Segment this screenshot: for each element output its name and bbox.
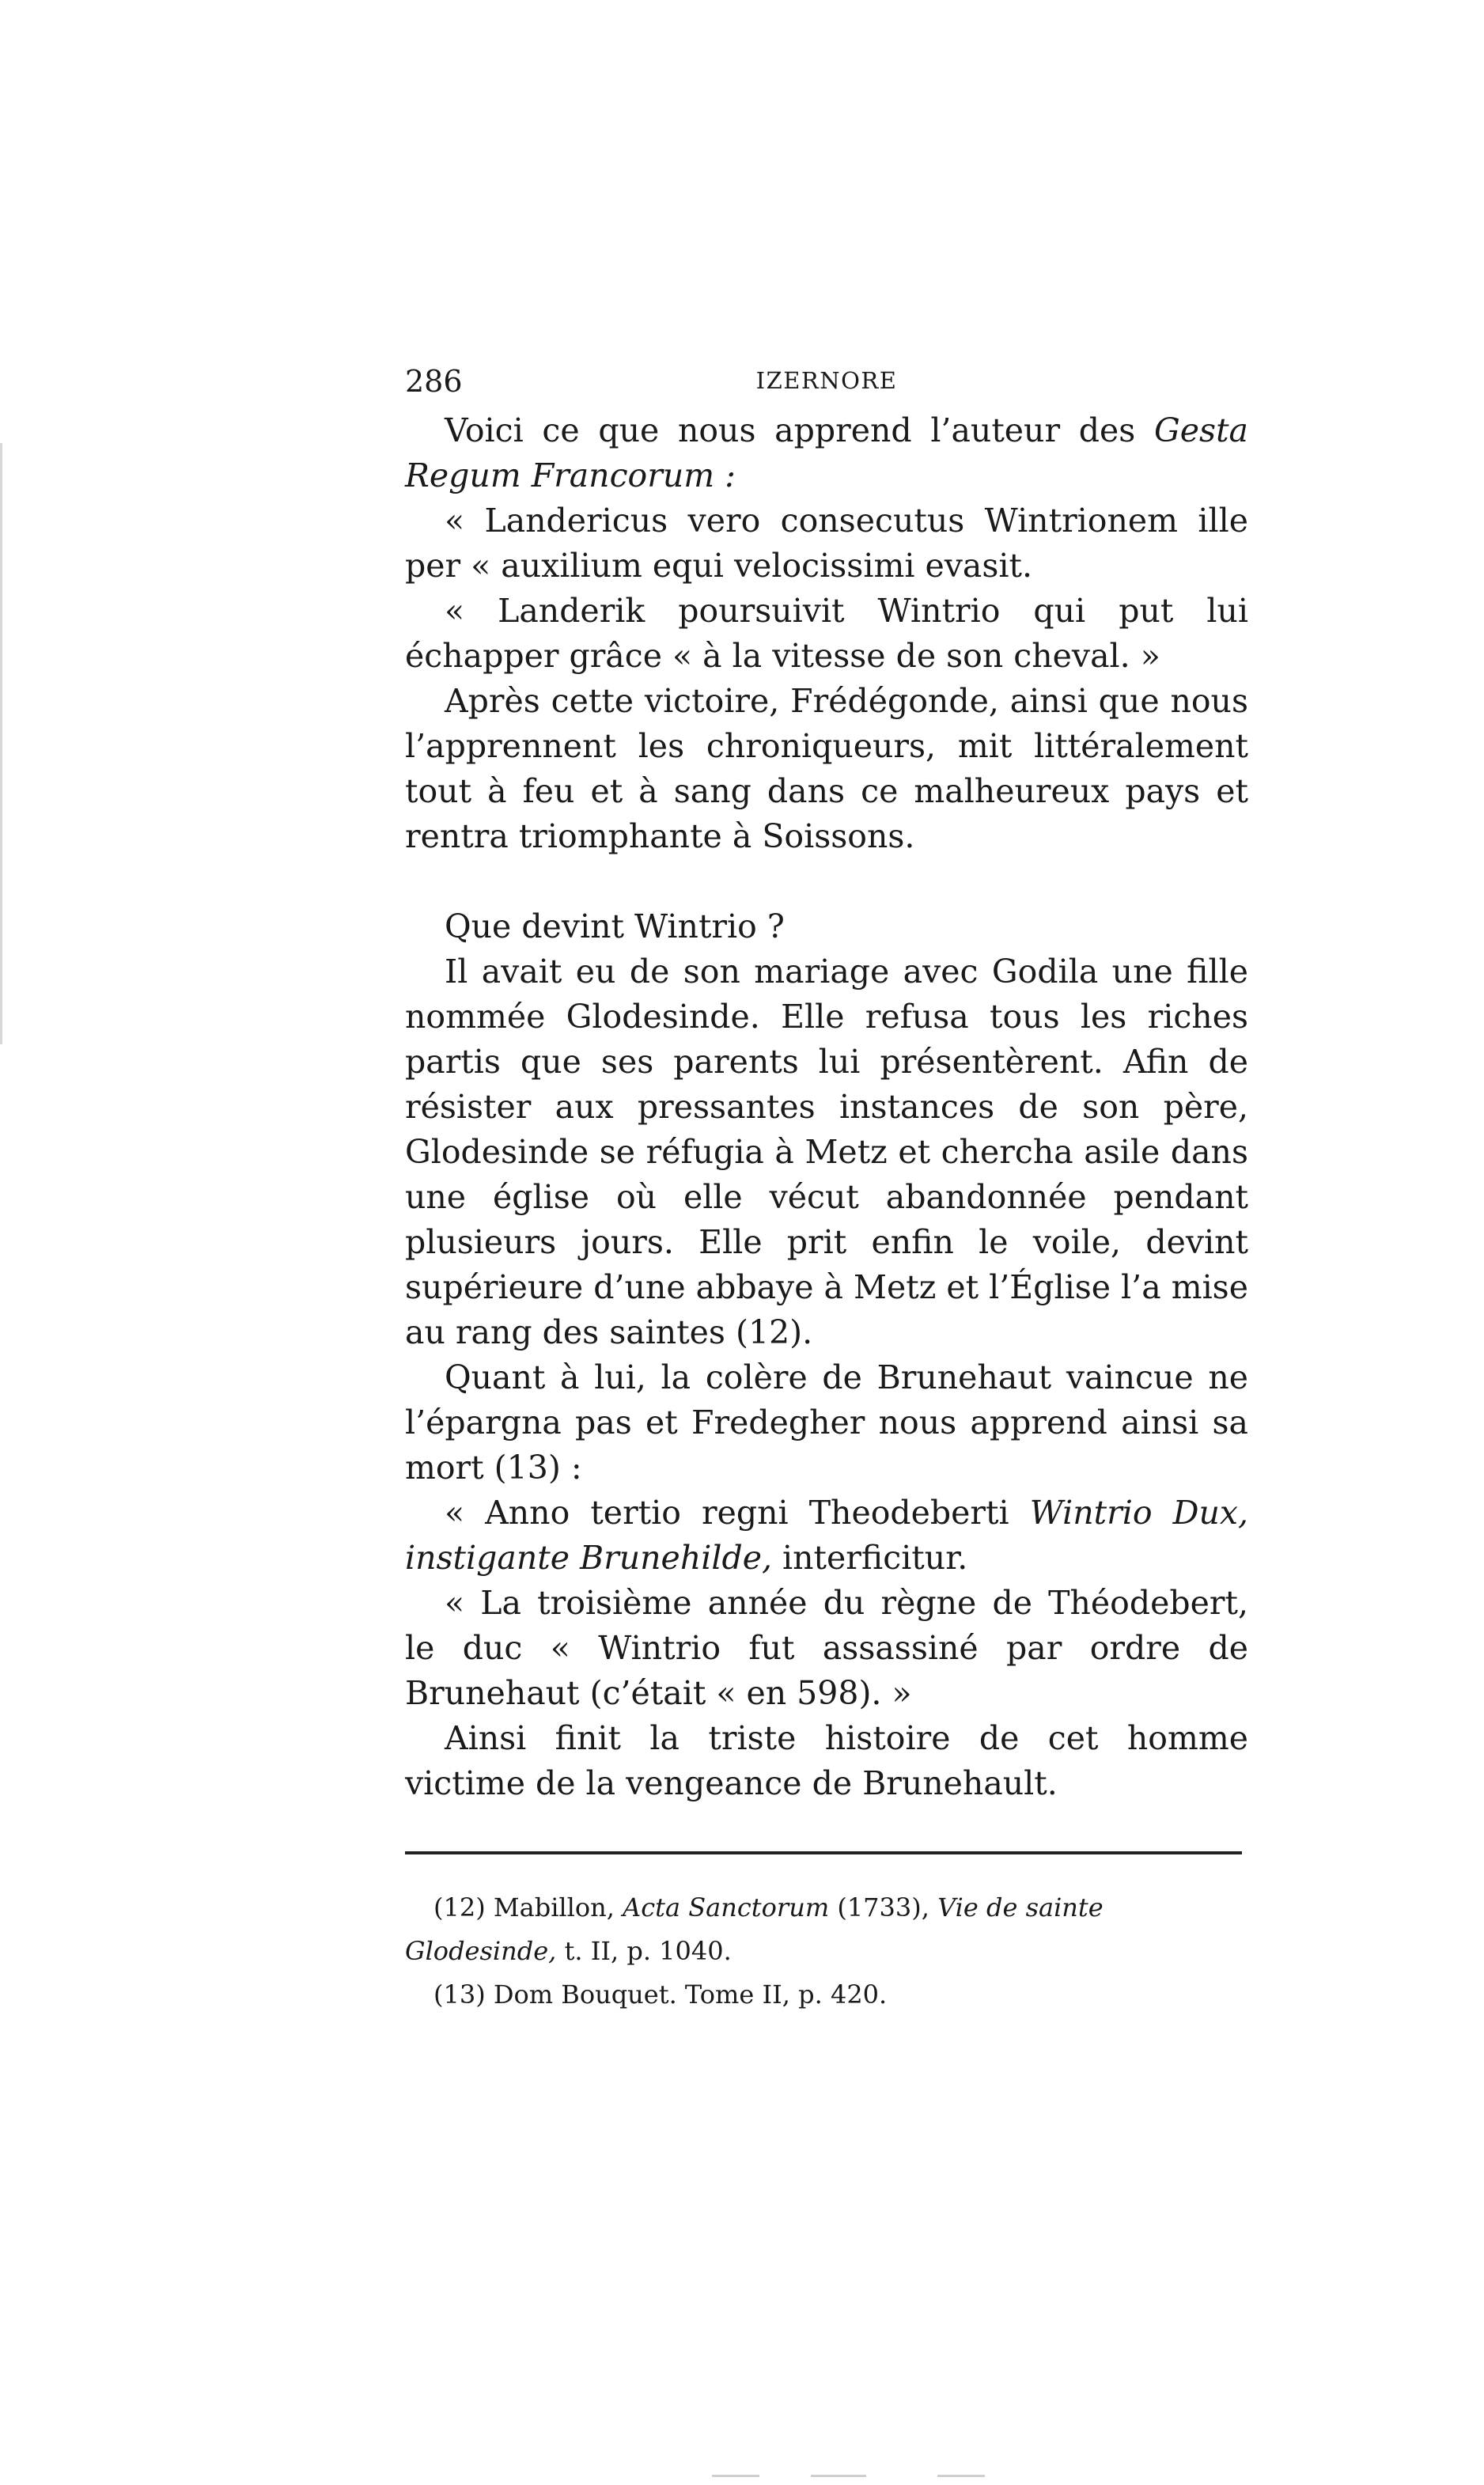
paragraph: Voici ce que nous apprend l’auteur des Gesta Regum Francorum :: [405, 411, 1248, 494]
footnote-13: (13) Dom Bouquet. Tome II, p. 420.: [433, 1979, 888, 2010]
running-title: IZERNORE: [755, 367, 898, 394]
running-head: [405, 364, 1248, 408]
paragraph: Il avait eu de son mariage avec Godila une fille nommée Glodesinde. Elle refusa tous les riches partis que ses parents lui présentèrent. Afin de résister aux pressantes instances de son père, Glodesinde se réfugia à Metz et chercha asile dans une église où elle vécut abandonnée pendant plusieurs jours. Elle prit enfin le voile, devint supérieure d’une abbaye à Metz et l’Église l’a mise au rang des saintes (12).: [405, 953, 1248, 1351]
scan-mark: [712, 2475, 759, 2477]
page-number: 286: [405, 364, 463, 399]
book-page: [405, 364, 1248, 2017]
footnotes: [405, 1886, 1248, 2017]
paragraph: Ainsi finit la triste histoire de cet homme victime de la vengeance de Brunehault.: [405, 1719, 1248, 1802]
latin-quote: « Landericus vero consecutus Wintrionem ille per « auxilium equi velocissimi evasit.: [405, 502, 1248, 585]
scan-mark: [811, 2475, 866, 2477]
french-translation: « La troisième année du règne de Théodebert, le duc « Wintrio fut assassiné par ordre de Brunehaut (c’était « en 598). »: [405, 1584, 1248, 1712]
footnote-divider: [405, 1851, 1242, 1854]
latin-quote: « Anno tertio regni Theodeberti Wintrio Dux, instigante Brunehilde, interficitur.: [405, 1494, 1249, 1577]
paragraph: Après cette victoire, Frédégonde, ainsi que nous l’apprennent les chroniqueurs, mit littéralement tout à feu et à sang dans ce malheureux pays et rentra triomphante à Soissons.: [405, 682, 1248, 855]
footnote-12: (12) Mabillon, Acta Sanctorum (1733), Vie de sainte Glodesinde, t. II, p. 1040.: [405, 1892, 1104, 1966]
french-translation: « Landerik poursuivit Wintrio qui put lui échapper grâce « à la vitesse de son cheval. »: [405, 592, 1248, 675]
paragraph: Quant à lui, la colère de Brunehaut vaincue ne l’épargna pas et Fredegher nous apprend ainsi sa mort (13) :: [405, 1358, 1248, 1487]
italic-quote: Wintrio Dux, instigante Brunehilde,: [405, 1494, 1249, 1577]
body-text: [405, 408, 1248, 1806]
scan-edge-shadow: [0, 443, 2, 1044]
italic-title: Gesta Regum Francorum :: [405, 411, 1248, 494]
section-question: Que devint Wintrio ?: [445, 907, 785, 945]
scan-mark: [937, 2475, 985, 2477]
